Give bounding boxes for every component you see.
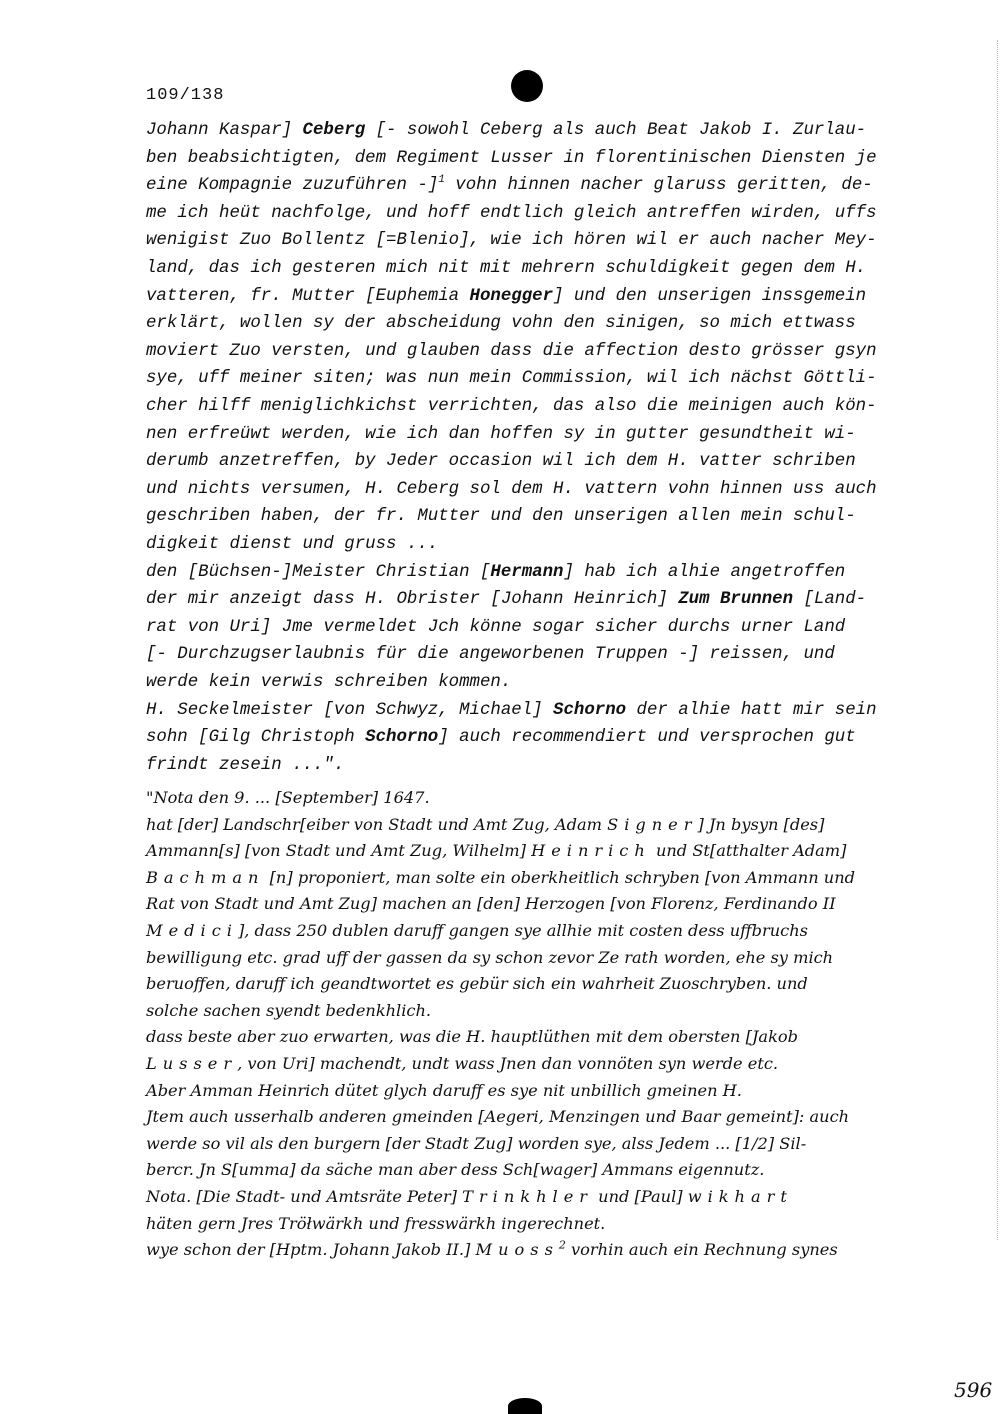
text-line [146,646,835,663]
text-segment: sye, uff meiner siten; was nun mein Commission, wil ich nächst Göttli- [146,369,877,389]
bold-name: Schorno [365,728,439,748]
spaced-name: Trinkhler [462,1187,594,1206]
text-segment: [- sowohl Ceberg als auch Beat Jakob I. Zurlau- [365,121,867,140]
text-line [146,174,873,196]
text-segment: und St[atthalter Adam] [650,841,847,861]
text-line [146,315,856,332]
text-segment: cher hilff meniglichkichst verrichten, das also die meinigen auch kön- [146,397,877,416]
text-segment: beruoffen, daruff ich geandtwortet es gebür sich ein wahrheit Zuoschryben. und [146,974,808,994]
text-line [146,1080,742,1100]
text-segment: werde so vil als den burgern [der Stadt Zug] worden sye, alss Jedem ... [1/2] Sil- [146,1133,807,1153]
text-line [146,1109,849,1125]
text-segment: nen erfreüwt werden, wie ich dan hoffen sy in gutter gesundtheit wi- [146,424,856,444]
text-line [146,426,856,443]
text-segment: "Nota den 9. ... [September] 1647. [146,788,430,807]
text-line [146,729,856,746]
text-line [146,288,866,305]
text-segment: ] hab ich alhie angetroffen [563,562,846,582]
text-segment: wenigist Zuo Bollentz [=Blenio], wie ich hören wil er auch nacher Mey- [146,231,877,251]
text-segment: , von Uri] machendt, undt wass Jnen dan vonnöten syn werde etc. [237,1054,779,1073]
text-segment: den [Büchsen-]Meister Christian [ [146,562,491,582]
text-segment: ], dass 250 dublen daruff gangen sye allhie mit costen dess uffbruchs [237,921,808,940]
bold-name: Zum Brunnen [678,590,794,610]
text-segment: werde kein verwis schreiben kommen. [146,673,512,692]
text-segment: ben beabsichtigten, dem Regiment Lusser in florentinischen Diensten je [146,148,877,168]
text-line [146,619,845,636]
spaced-name: Medici [146,921,238,940]
text-segment: Ammann[s] [von Stadt und Amt Zug, Wilhelm] [146,841,532,861]
bold-name: Hermann [490,562,564,582]
text-segment: vorhin auch ein Rechnung synes [565,1240,838,1260]
text-segment: rat von Uri] Jme vermeldet Jch könne sogar sicher durchs urner Land [146,617,846,637]
text-segment: der mir anzeigt dass H. Obrister [Johann Heinrich] [146,590,679,610]
text-line [146,232,877,249]
text-segment: me ich heüt nachfolge, und hoff endtlich gleich antreffen wirden, uffs [146,203,877,223]
spaced-name: Lusser [146,1054,238,1073]
text-line [146,674,511,691]
text-line [146,508,856,525]
text-segment: solche sachen syendt bedenkhlich. [146,1000,432,1020]
text-line [146,398,877,415]
text-line [146,1213,606,1233]
text-line [146,976,808,992]
spaced-name: Bachman [146,867,265,887]
spaced-name: Muoss [475,1240,559,1260]
text-segment: vohn hinnen nacher glaruss geritten, de- [444,176,873,196]
text-line [146,1133,807,1153]
text-segment: eine Kompagnie zuzuführen -] [146,176,439,196]
text-segment: [n] proponiert, man solte ein oberkheitlich schryben [von Ammann und [264,867,855,887]
binding-mark [508,1398,542,1414]
text-line [146,814,825,834]
text-line [146,1189,793,1205]
text-segment: [- Durchzugserlaubnis für die angeworbenen Truppen -] reissen, und [146,645,835,665]
folio-number: 596 [954,1378,993,1402]
text-line [146,867,855,887]
bold-name: Honegger [469,286,554,306]
text-line [146,122,866,139]
footnote-marker: 1 [438,174,445,187]
text-segment: Nota. [Die Stadt- und Amtsräte Peter] [146,1187,463,1206]
text-segment: geschriben haben, der fr. Mutter und den unserigen allen mein schul- [146,507,856,527]
spaced-name: Heinrich [531,841,651,861]
text-segment: hat [der] Landschr[eiber von Stadt und Amt Zug, Adam [146,814,608,834]
text-line [146,947,834,967]
text-line [146,260,866,277]
footnote-marker: 2 [558,1238,566,1252]
text-line [146,1029,798,1045]
text-line [146,1000,432,1020]
text-line [146,453,856,470]
text-line [146,481,877,498]
text-line [146,343,877,360]
text-segment: derumb anzetreffen, by Jeder occasion wil ich dem H. vatter schriben [146,452,856,472]
text-line [146,1162,764,1178]
text-segment: wye schon der [Hptm. Johann Jakob II.] [146,1240,476,1260]
text-line [146,150,877,167]
text-segment: ] und den unserigen inssgemein [553,286,867,306]
text-segment: Rat von Stadt und Amt Zug] machen an [den] Herzogen [von Florenz, Ferdinando II [146,894,836,914]
text-line [146,1238,838,1260]
text-segment: bewilligung etc. grad uff der gassen da sy schon zevor Ze rath worden, ehe sy mich [146,947,834,967]
text-segment: bercr. Jn S[umma] da säche man aber dess Sch[wager] Ammans eigennutz. [146,1160,765,1180]
text-segment: frindt zesein ...". [146,755,345,775]
text-line [146,370,877,387]
text-segment: vatteren, fr. Mutter [Euphemia [146,286,470,306]
text-line [146,564,845,581]
text-segment: der alhie hatt mir sein [626,700,877,720]
text-segment: land, das ich gesteren mich nit mit mehrern schuldigkeit gegen dem H. [146,259,867,278]
text-line [146,591,866,608]
text-line [146,205,877,222]
text-line [146,757,344,774]
text-line [146,702,877,719]
page-number: 109/138 [146,86,225,105]
text-line [146,923,808,939]
text-segment: und nichts versumen, H. Ceberg sol dem H. vattern vohn hinnen uss auch [146,479,877,499]
text-line [146,1056,778,1072]
text-segment: ] Jn bysyn [des] [697,814,825,834]
text-segment: [Land- [793,590,867,610]
text-line [146,896,836,912]
text-segment: dass beste aber zuo erwarten, was die H. hauptlüthen mit dem obersten [Jakob [146,1027,798,1047]
page-edge-mark [996,40,998,1240]
text-segment: Jtem auch usserhalb anderen gmeinden [Aegeri, Menzingen und Baar gemeint]: auch [146,1107,850,1127]
spaced-name: wikhart [687,1187,793,1206]
text-segment: H. Seckelmeister [von Schwyz, Michael] [146,700,554,720]
text-segment: Aber Amman Heinrich dütet glych daruff es sye nit unbillich gmeinen H. [146,1080,742,1100]
spaced-name: Signer [607,814,698,834]
bold-name: Ceberg [302,121,366,140]
text-segment: moviert Zuo versten, und glauben dass die affection desto grösser gsyn [146,341,877,361]
text-segment: digkeit dienst und gruss ... [146,535,439,554]
bold-name: Schorno [553,700,627,720]
text-segment: erklärt, wollen sy der abscheidung vohn den sinigen, so mich ettwass [146,314,856,334]
punch-hole-mark [511,70,543,102]
text-segment: und [Paul] [593,1187,688,1206]
text-line [146,843,846,859]
text-line [146,536,438,553]
text-segment: ] auch recommendiert und versprochen gut [438,728,856,748]
text-line [146,790,430,806]
text-segment: häten gern Jres Tröłwärkh und fresswärkh ingerechnet. [146,1213,606,1233]
text-segment: Johann Kaspar] [146,121,303,140]
text-segment: sohn [Gilg Christoph [146,728,366,748]
